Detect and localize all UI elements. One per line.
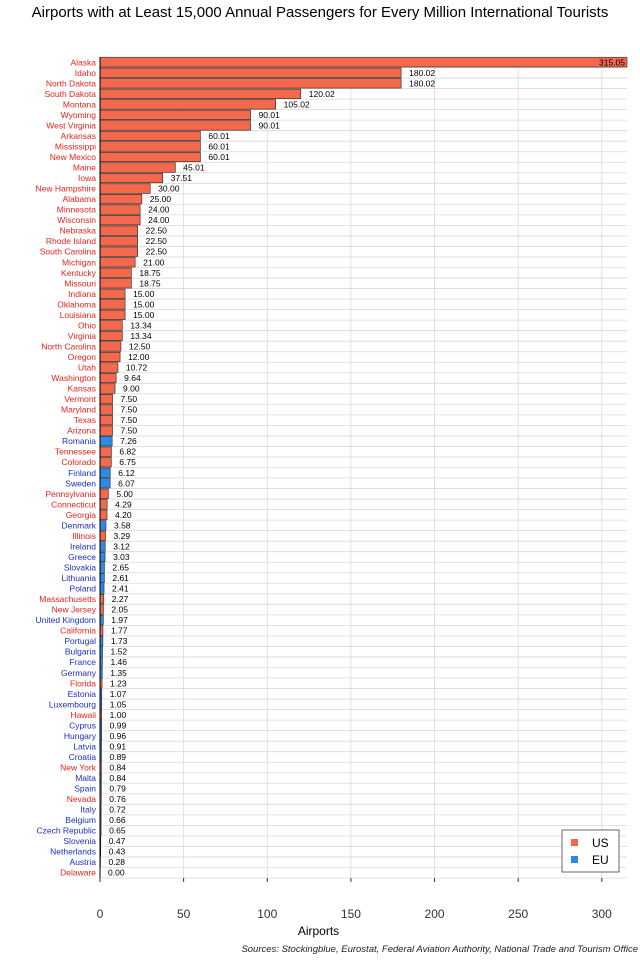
bar — [100, 110, 251, 120]
category-label: Virginia — [67, 330, 96, 341]
category-label: Kansas — [67, 383, 96, 394]
category-label: Maryland — [61, 404, 96, 415]
value-label: 30.00 — [158, 183, 180, 194]
category-label: South Carolina — [39, 246, 96, 257]
category-label: Hungary — [63, 730, 96, 741]
category-label: New Hampshire — [35, 183, 96, 194]
category-label: Latvia — [73, 741, 96, 752]
bar — [100, 247, 138, 257]
bar — [100, 563, 104, 573]
bar — [100, 373, 116, 383]
category-label: Belgium — [65, 815, 96, 826]
value-label: 6.07 — [118, 478, 135, 489]
category-label: Netherlands — [50, 846, 96, 857]
value-label: 9.00 — [123, 383, 140, 394]
bar — [100, 236, 138, 246]
bar — [100, 89, 301, 99]
category-label: Alabama — [62, 194, 96, 205]
category-label: Austria — [69, 857, 96, 868]
bar — [100, 542, 105, 552]
bar — [100, 268, 131, 278]
bar — [100, 510, 107, 520]
bar — [100, 79, 401, 89]
value-label: 15.00 — [133, 309, 155, 320]
category-label: Utah — [78, 362, 96, 373]
value-label: 6.12 — [118, 467, 135, 478]
value-label: 10.72 — [125, 362, 148, 373]
category-label: Poland — [69, 583, 96, 594]
value-label: 120.02 — [308, 88, 335, 99]
category-label: Tennessee — [54, 446, 96, 457]
value-label: 0.84 — [109, 773, 126, 784]
category-label: Malta — [75, 773, 96, 784]
value-label: 2.05 — [111, 604, 128, 615]
category-label: Minnesota — [56, 204, 96, 215]
value-label: 1.35 — [110, 667, 127, 678]
value-label: 0.28 — [108, 857, 126, 868]
bar — [100, 152, 200, 162]
legend-swatch — [571, 839, 578, 846]
category-label: Czech Republic — [36, 825, 96, 836]
bar — [100, 131, 200, 141]
category-label: West Virginia — [46, 120, 96, 131]
bar — [100, 384, 115, 394]
category-label: Slovakia — [63, 562, 96, 573]
value-label: 45.01 — [183, 162, 205, 173]
bar — [100, 489, 108, 499]
value-label: 3.58 — [113, 520, 131, 531]
bar — [100, 468, 110, 478]
value-label: 0.89 — [109, 751, 127, 762]
category-label: United Kingdom — [35, 615, 96, 626]
value-label: 22.50 — [145, 225, 167, 236]
value-label: 9.64 — [124, 373, 141, 384]
value-label: 18.75 — [139, 278, 161, 289]
x-tick-label: 250 — [508, 907, 529, 921]
x-tick-label: 50 — [176, 907, 191, 921]
value-label: 22.50 — [145, 236, 167, 247]
value-label: 0.76 — [109, 794, 126, 805]
value-label: 13.34 — [130, 320, 152, 331]
category-label: Nevada — [66, 794, 96, 805]
bar — [100, 173, 163, 183]
value-label: 0.66 — [109, 815, 126, 826]
value-label: 7.26 — [120, 436, 137, 447]
bar — [100, 594, 104, 604]
value-label: 7.50 — [120, 425, 138, 436]
value-label: 1.05 — [109, 699, 127, 710]
bar — [100, 215, 140, 225]
category-label: Denmark — [61, 520, 96, 531]
value-label: 6.75 — [119, 457, 136, 468]
category-label: Hawaii — [70, 709, 96, 720]
value-label: 4.29 — [115, 499, 132, 510]
bar — [100, 573, 104, 583]
value-label: 3.03 — [113, 551, 130, 562]
bar — [100, 531, 106, 541]
category-label: Slovenia — [63, 836, 96, 847]
value-label: 0.00 — [108, 867, 125, 878]
bar — [100, 457, 111, 467]
legend-swatch — [571, 856, 578, 863]
bar — [100, 447, 111, 457]
bar — [100, 194, 142, 204]
bar — [100, 289, 125, 299]
value-label: 4.20 — [115, 509, 132, 520]
value-label: 0.72 — [109, 804, 126, 815]
category-label: Missouri — [64, 278, 96, 289]
category-label: Romania — [61, 436, 96, 447]
value-label: 12.50 — [128, 341, 151, 352]
bar — [100, 68, 401, 78]
value-label: 6.82 — [119, 446, 136, 457]
bar — [100, 605, 103, 615]
value-label: 12.00 — [128, 351, 150, 362]
category-label: Arkansas — [60, 130, 96, 141]
category-label: Oklahoma — [57, 299, 96, 310]
x-tick-label: 200 — [424, 907, 445, 921]
bar — [100, 363, 118, 373]
category-label: Iowa — [78, 173, 96, 184]
category-label: Spain — [74, 783, 96, 794]
bar — [100, 310, 125, 320]
legend-label: EU — [592, 853, 609, 867]
category-label: Italy — [80, 804, 96, 815]
category-label: Vermont — [64, 394, 96, 405]
category-label: Estonia — [67, 688, 96, 699]
bar — [100, 142, 200, 152]
category-label: France — [69, 657, 96, 668]
category-label: Bulgaria — [64, 646, 96, 657]
value-label: 1.77 — [110, 625, 128, 636]
category-label: Montana — [62, 99, 96, 110]
value-label: 15.00 — [133, 299, 155, 310]
bar — [100, 521, 106, 531]
bar — [100, 100, 276, 110]
value-label: 18.75 — [139, 267, 161, 278]
value-label: 105.02 — [283, 99, 310, 110]
value-label: 1.52 — [110, 646, 128, 657]
category-label: New Jersey — [51, 604, 96, 615]
value-label: 60.01 — [208, 151, 230, 162]
category-label: Alaska — [70, 57, 96, 68]
bar — [100, 426, 113, 436]
chart-title: Airports with at Least 15,000 Annual Passengers for Every Million International Tourists — [31, 4, 609, 21]
category-label: Kentucky — [61, 267, 96, 278]
value-label: 25.00 — [149, 194, 172, 205]
category-label: Texas — [73, 415, 96, 426]
x-axis-label: Airports — [297, 924, 340, 938]
category-label: Greece — [68, 551, 96, 562]
value-label: 5.00 — [116, 488, 133, 499]
category-label: South Dakota — [44, 88, 96, 99]
bar — [100, 352, 120, 362]
bar — [100, 331, 122, 341]
value-label: 0.47 — [108, 836, 126, 847]
value-label: 90.01 — [258, 120, 280, 131]
value-label: 315.05 — [599, 57, 625, 68]
value-label: 0.96 — [109, 730, 127, 741]
value-label: 0.79 — [109, 783, 126, 794]
value-label: 1.73 — [110, 636, 128, 647]
value-label: 37.51 — [170, 173, 193, 184]
category-label: Idaho — [74, 67, 96, 78]
value-label: 1.46 — [110, 657, 127, 668]
legend-box — [562, 830, 619, 872]
value-label: 24.00 — [148, 215, 170, 226]
value-label: 24.00 — [148, 204, 170, 215]
category-label: Oregon — [67, 351, 96, 362]
category-label: New Mexico — [49, 151, 96, 162]
value-label: 15.00 — [133, 288, 155, 299]
value-label: 180.02 — [409, 78, 436, 89]
category-label: Delaware — [60, 867, 96, 878]
category-label: Michigan — [61, 257, 96, 268]
x-tick-label: 150 — [340, 907, 361, 921]
source-note: Sources: Stockingblue, Eurostat, Federal Aviation Authority, National Trade and Tourism Office — [241, 944, 638, 955]
category-label: Maine — [72, 162, 96, 173]
bar — [100, 205, 140, 215]
bar — [100, 479, 110, 489]
category-label: Finland — [68, 467, 96, 478]
category-label: New York — [60, 762, 96, 773]
value-label: 1.97 — [111, 615, 128, 626]
bar — [100, 121, 251, 131]
x-tick-label: 0 — [96, 907, 104, 921]
value-label: 2.65 — [112, 562, 129, 573]
category-label: Washington — [51, 373, 96, 384]
category-label: California — [60, 625, 96, 636]
category-label: Arizona — [67, 425, 96, 436]
bar — [100, 279, 131, 289]
value-label: 1.07 — [109, 688, 127, 699]
x-tick-label: 300 — [591, 907, 612, 921]
category-label: Lithuania — [61, 573, 96, 584]
value-label: 60.01 — [208, 141, 230, 152]
bar — [100, 300, 125, 310]
bar — [100, 184, 150, 194]
value-label: 7.50 — [120, 404, 138, 415]
x-tick-label: 100 — [257, 907, 278, 921]
value-label: 7.50 — [120, 394, 138, 405]
category-label: North Dakota — [45, 78, 96, 89]
category-label: Wisconsin — [57, 215, 96, 226]
category-label: Croatia — [68, 751, 96, 762]
category-label: Connecticut — [51, 499, 96, 510]
category-label: Cyprus — [69, 720, 96, 731]
value-label: 1.23 — [110, 678, 127, 689]
category-label: Ireland — [70, 541, 96, 552]
category-label: Nebraska — [59, 225, 96, 236]
category-label: Mississippi — [54, 141, 96, 152]
bar — [100, 436, 112, 446]
category-label: Colorado — [61, 457, 96, 468]
category-label: Germany — [61, 667, 96, 678]
category-label: Wyoming — [60, 109, 96, 120]
value-label: 1.00 — [109, 709, 127, 720]
bar — [100, 342, 121, 352]
category-label: Illinois — [72, 530, 96, 541]
bar — [100, 405, 113, 415]
bar — [100, 415, 113, 425]
value-label: 0.99 — [109, 720, 127, 731]
value-label: 2.41 — [112, 583, 129, 594]
value-label: 3.29 — [113, 530, 131, 541]
value-label: 2.27 — [111, 594, 129, 605]
category-label: Pennsylvania — [45, 488, 96, 499]
category-label: Massachusetts — [39, 594, 96, 605]
value-label: 21.00 — [143, 257, 165, 268]
value-label: 3.12 — [113, 541, 130, 552]
value-label: 2.61 — [112, 573, 129, 584]
value-label: 0.65 — [109, 825, 126, 836]
bar — [100, 584, 104, 594]
value-label: 0.84 — [109, 762, 126, 773]
category-label: Florida — [70, 678, 96, 689]
bar — [100, 552, 105, 562]
category-label: Ohio — [78, 320, 96, 331]
category-label: Rhode Island — [45, 236, 96, 247]
value-label: 180.02 — [409, 67, 436, 78]
value-label: 7.50 — [120, 415, 138, 426]
category-label: Louisiana — [59, 309, 96, 320]
category-label: Georgia — [65, 509, 96, 520]
bar — [100, 257, 135, 267]
value-label: 13.34 — [130, 330, 152, 341]
category-label: Sweden — [65, 478, 96, 489]
bar — [100, 321, 122, 331]
value-label: 0.43 — [108, 846, 126, 857]
category-label: Luxembourg — [48, 699, 96, 710]
bar — [100, 500, 107, 510]
category-label: North Carolina — [41, 341, 96, 352]
value-label: 0.91 — [109, 741, 127, 752]
bar — [100, 394, 113, 404]
legend-label: US — [592, 836, 609, 850]
value-label: 60.01 — [208, 130, 230, 141]
category-label: Indiana — [68, 288, 96, 299]
bar — [100, 58, 627, 68]
value-label: 22.50 — [145, 246, 167, 257]
value-label: 90.01 — [258, 109, 280, 120]
bar — [100, 226, 138, 236]
bar — [100, 163, 175, 173]
category-label: Portugal — [64, 636, 96, 647]
